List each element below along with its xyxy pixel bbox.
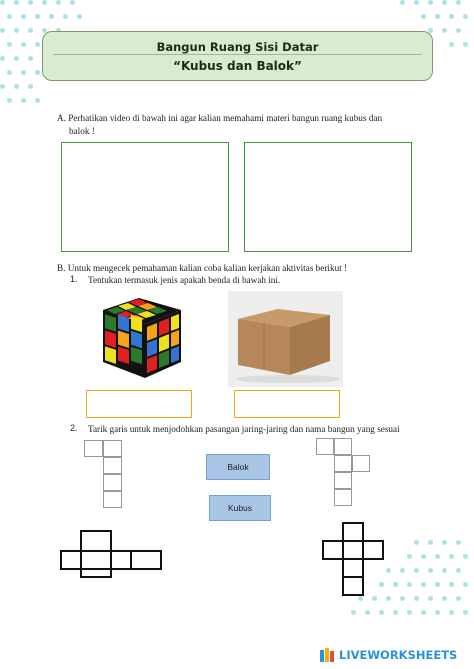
video-box-2[interactable] — [244, 142, 412, 252]
section-a-instruction-cont: balok ! — [69, 126, 95, 136]
decorative-dot — [21, 14, 26, 19]
decorative-dot — [35, 14, 40, 19]
decorative-dot — [28, 84, 33, 89]
decorative-dot — [456, 568, 461, 573]
cardboard-box-image — [228, 291, 343, 387]
decorative-dot — [14, 28, 19, 33]
decorative-dot — [400, 0, 405, 5]
decorative-dot — [442, 568, 447, 573]
section-a-instruction: A. Perhatikan video di bawah ini agar kalian memahami materi bangun ruang kubus dan — [57, 113, 383, 123]
decorative-dot — [35, 70, 40, 75]
decorative-dot — [386, 596, 391, 601]
option-balok[interactable]: Balok — [206, 454, 270, 480]
decorative-dot — [463, 554, 468, 559]
decorative-dot — [456, 28, 461, 33]
video-box-1[interactable] — [61, 142, 229, 252]
question-1-text: Tentukan termasuk jenis apakah benda di bawah ini. — [88, 275, 281, 285]
decorative-dot — [372, 596, 377, 601]
decorative-dot — [7, 98, 12, 103]
decorative-dot — [442, 0, 447, 5]
decorative-dot — [42, 0, 47, 5]
decorative-dot — [449, 42, 454, 47]
decorative-dot — [456, 540, 461, 545]
decorative-dot — [7, 14, 12, 19]
decorative-dot — [56, 0, 61, 5]
question-2-text: Tarik garis untuk menjodohkan pasangan jaring-jaring dan nama bangun yang sesuai — [88, 424, 400, 434]
decorative-dot — [421, 582, 426, 587]
decorative-dot — [400, 596, 405, 601]
option-kubus[interactable]: Kubus — [209, 495, 271, 521]
decorative-dot — [70, 0, 75, 5]
page-title: Bangun Ruang Sisi Datar — [156, 40, 319, 54]
decorative-dot — [21, 98, 26, 103]
decorative-dot — [407, 554, 412, 559]
decorative-dot — [393, 582, 398, 587]
page-subtitle: “Kubus dan Balok” — [173, 59, 302, 73]
decorative-dot — [28, 28, 33, 33]
liveworksheets-icon — [320, 648, 336, 662]
decorative-dot — [449, 554, 454, 559]
decorative-dot — [386, 568, 391, 573]
decorative-dot — [407, 582, 412, 587]
decorative-dot — [0, 28, 5, 33]
decorative-dot — [414, 540, 419, 545]
decorative-dot — [358, 596, 363, 601]
decorative-dot — [407, 610, 412, 615]
decorative-dot — [379, 582, 384, 587]
decorative-dot — [49, 14, 54, 19]
decorative-dot — [400, 568, 405, 573]
decorative-dot — [0, 84, 5, 89]
decorative-dot — [449, 610, 454, 615]
liveworksheets-logo — [320, 648, 457, 662]
question-2-number: 2. — [70, 423, 78, 433]
decorative-dot — [28, 0, 33, 5]
decorative-dot — [449, 14, 454, 19]
decorative-dot — [14, 56, 19, 61]
decorative-dot — [379, 610, 384, 615]
decorative-dot — [463, 42, 468, 47]
brand-name: LIVEWORKSHEETS — [339, 648, 458, 662]
decorative-dot — [435, 610, 440, 615]
decorative-dot — [435, 554, 440, 559]
decorative-dot — [414, 0, 419, 5]
decorative-dot — [63, 14, 68, 19]
decorative-dot — [428, 568, 433, 573]
decorative-dot — [463, 14, 468, 19]
decorative-dot — [7, 70, 12, 75]
decorative-dot — [463, 582, 468, 587]
decorative-dot — [28, 56, 33, 61]
banner-divider — [53, 54, 422, 55]
decorative-dot — [421, 14, 426, 19]
decorative-dot — [456, 0, 461, 5]
rubiks-cube-image — [95, 292, 185, 382]
decorative-dot — [7, 42, 12, 47]
question-1-number: 1. — [70, 274, 78, 284]
decorative-dot — [21, 70, 26, 75]
decorative-dot — [21, 42, 26, 47]
answer-input-box[interactable] — [234, 390, 340, 418]
decorative-dot — [35, 98, 40, 103]
decorative-dot — [35, 42, 40, 47]
cube-left-face — [103, 310, 145, 378]
decorative-dot — [393, 610, 398, 615]
decorative-dot — [351, 610, 356, 615]
decorative-dot — [0, 56, 5, 61]
decorative-dot — [449, 582, 454, 587]
decorative-dot — [428, 0, 433, 5]
decorative-dot — [421, 610, 426, 615]
decorative-dot — [428, 540, 433, 545]
decorative-dot — [435, 14, 440, 19]
decorative-dot — [442, 596, 447, 601]
section-b-instruction: B. Untuk mengecek pemahaman kalian coba kalian kerjakan aktivitas berikut ! — [57, 263, 348, 273]
decorative-dot — [421, 554, 426, 559]
decorative-dot — [435, 582, 440, 587]
decorative-dot — [414, 568, 419, 573]
decorative-dot — [428, 596, 433, 601]
decorative-dot — [14, 0, 19, 5]
decorative-dot — [0, 0, 5, 5]
answer-input-cube[interactable] — [86, 390, 192, 418]
decorative-dot — [414, 596, 419, 601]
decorative-dot — [442, 28, 447, 33]
title-banner — [42, 31, 433, 81]
decorative-dot — [14, 84, 19, 89]
decorative-dot — [77, 14, 82, 19]
decorative-dot — [456, 596, 461, 601]
decorative-dot — [442, 540, 447, 545]
decorative-dot — [365, 610, 370, 615]
decorative-dot — [463, 610, 468, 615]
